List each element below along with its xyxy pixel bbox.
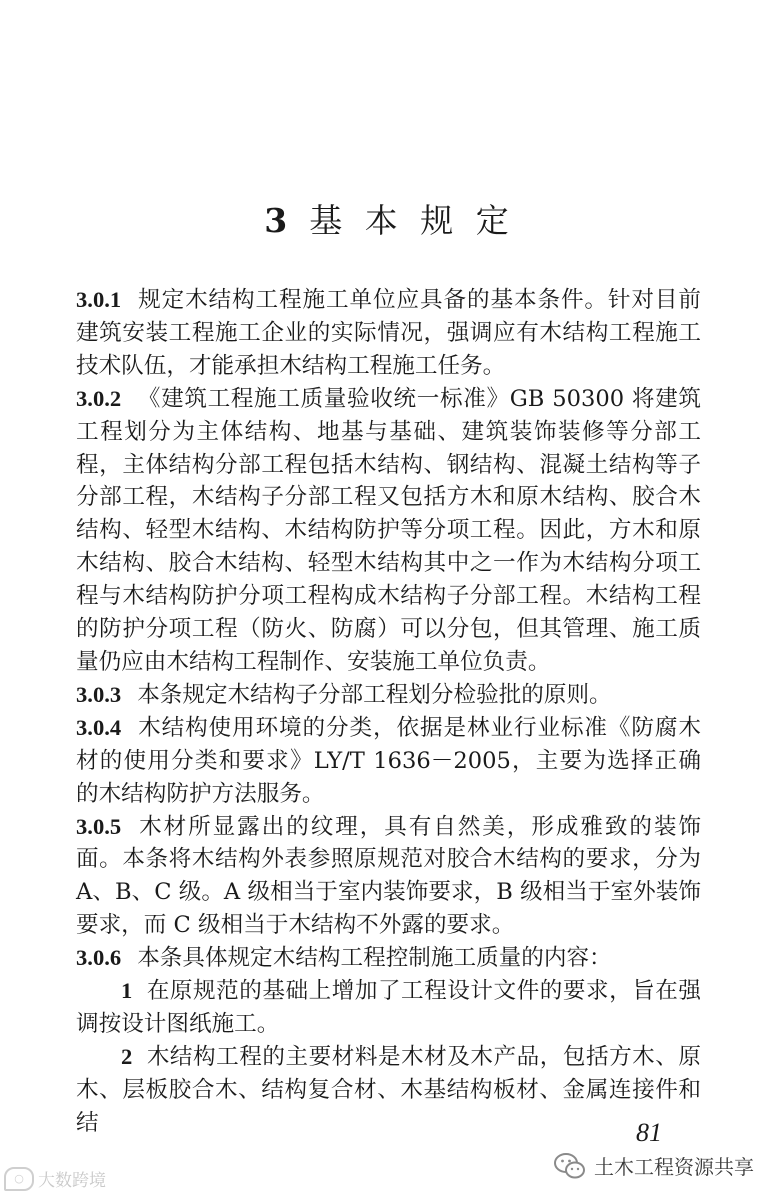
watermark-left-text: 大数跨境	[38, 1171, 106, 1191]
clause-number: 3.0.6	[76, 945, 122, 971]
clause-number: 3.0.2	[76, 385, 122, 411]
chapter-title-text: 基 本 规 定	[309, 201, 515, 240]
clause-3-0-3	[76, 679, 701, 712]
clause-3-0-4	[76, 712, 701, 811]
clause-text: 规定木结构工程施工单位应具备的基本条件。针对目前建筑安装工程施工企业的实际情况，强调应有木结构工程施工技术队伍，才能承担木结构工程施工任务。	[76, 287, 701, 379]
watermark-right-text: 土木工程资源共享	[594, 1155, 754, 1179]
wechat-icon	[554, 1152, 586, 1180]
item-number: 1	[121, 978, 133, 1004]
clause-text: 木材所显露出的纹理，具有自然美，形成雅致的装饰面。本条将木结构外表参照原规范对胶合木结构的要求，分为 A、B、C 级。A 级相当于室内装饰要求，B 级相当于室外装饰要求，而 C 级相当于木结构不外露的要求。	[76, 813, 701, 939]
clause-number: 3.0.4	[76, 714, 122, 740]
body-text	[76, 284, 701, 1140]
item-number: 2	[121, 1043, 133, 1069]
clause-3-0-2	[76, 383, 701, 679]
clause-number: 3.0.5	[76, 813, 122, 839]
watermark-right	[554, 1151, 754, 1180]
clause-text: 木结构使用环境的分类，依据是林业行业标准《防腐木材的使用分类和要求》LY/T 1636－2005，主要为选择正确的木结构防护方法服务。	[76, 714, 701, 807]
clause-3-0-6	[76, 942, 701, 975]
clause-number: 3.0.1	[76, 287, 122, 312]
page-number: 81	[636, 1118, 662, 1147]
clause-text: 《建筑工程施工质量验收统一标准》GB 50300 将建筑工程划分为主体结构、地基与基础、建筑装饰装修等分部工程，主体结构分部工程包括木结构、钢结构、混凝土结构等子分部工程，木结构子分部工程又包括方木和原木结构、胶合木结构、轻型木结构、木结构防护等分项工程。因此，方木和原木结构、胶合木结构、轻型木结构其中之一作为木结构分项工程与木结构防护分项工程构成木结构子分部工程。木结构工程的防护分项工程（防火、防腐）可以分包，但其管理、施工质量仍应由木结构工程制作、安装施工单位负责。	[76, 385, 701, 675]
item-text: 木结构工程的主要材料是木材及木产品，包括方木、原木、层板胶合木、结构复合材、木基结构板材、金属连接件和结	[76, 1043, 701, 1136]
clause-3-0-1	[76, 284, 701, 383]
item-text: 在原规范的基础上增加了工程设计文件的要求，旨在强调按设计图纸施工。	[76, 978, 701, 1037]
clause-text: 本条规定木结构子分部工程划分检验批的原则。	[137, 681, 612, 708]
clause-number: 3.0.3	[76, 681, 122, 707]
clause-text: 本条具体规定木结构工程控制施工质量的内容：	[137, 945, 612, 972]
chapter-title	[0, 195, 779, 242]
chat-bubble-icon: ○	[4, 1167, 34, 1191]
clause-3-0-5	[76, 811, 701, 943]
chapter-number: 3	[264, 201, 288, 240]
list-item-1	[76, 975, 701, 1041]
watermark-left	[4, 1166, 106, 1191]
list-item-2	[76, 1041, 701, 1140]
